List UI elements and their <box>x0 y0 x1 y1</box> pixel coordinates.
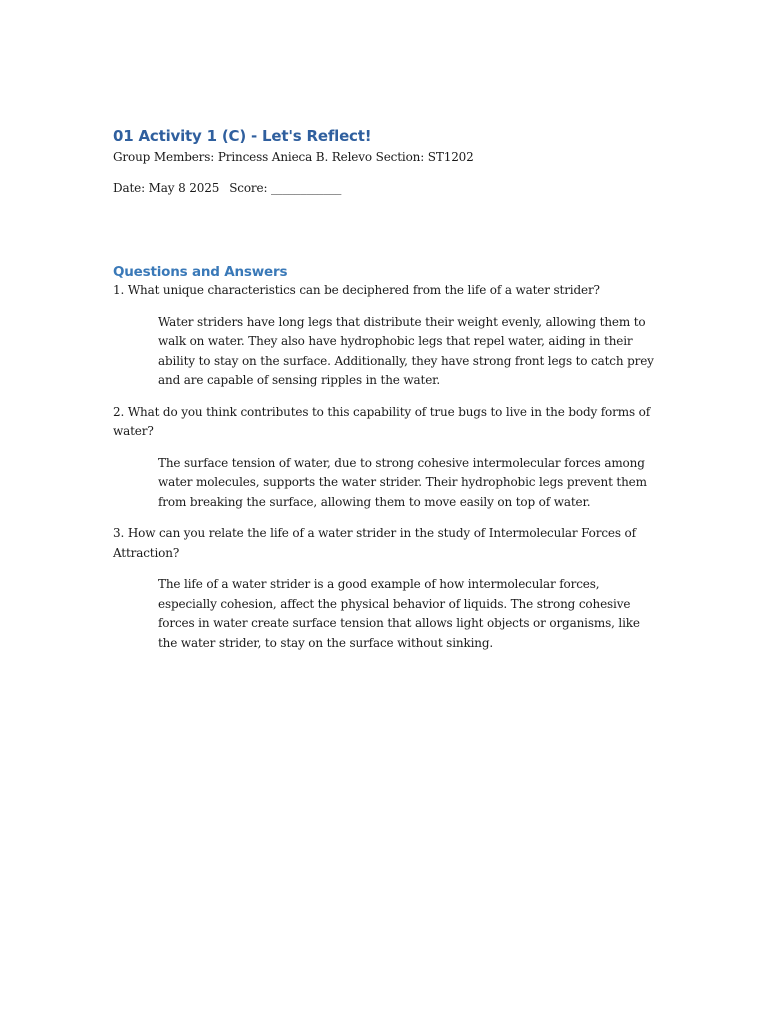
date-label: Date: May 8 2025 <box>113 181 220 195</box>
answer-1: Water striders have long legs that distribute their weight evenly, allowing them to walk on water. They also have hydrophobic legs that repel water, aiding in their ability to stay on the surface. Additionally, they have strong front legs to catch prey and are capable of sensing ripples in the water. <box>158 314 654 387</box>
group-members-line: Group Members: Princess Anieca B. Relevo Section: ST1202 <box>113 150 474 164</box>
section-heading: Questions and Answers <box>113 264 288 280</box>
question-3: 3. How can you relate the life of a water strider in the study of Intermolecular Forces of Attraction? <box>113 526 636 560</box>
qa-item <box>113 524 658 653</box>
qa-list <box>113 281 658 665</box>
date-score-line <box>113 179 658 198</box>
question-2: 2. What do you think contributes to this capability of true bugs to live in the body forms of water? <box>113 404 650 438</box>
answer-3: The life of a water strider is a good example of how intermolecular forces, especially cohesion, affect the physical behavior of liquids. The strong cohesive forces in water create surface tension that allows light objects or organisms, like the water strider, to stay on the surface without sinking. <box>158 577 640 650</box>
qa-item <box>113 281 658 391</box>
answer-2: The surface tension of water, due to strong cohesive intermolecular forces among water molecules, supports the water strider. Their hydrophobic legs prevent them from breaking the surface, allowing them to move easily on top of water. <box>158 455 647 509</box>
qa-item <box>113 403 658 513</box>
question-1: 1. What unique characteristics can be deciphered from the life of a water strider? <box>113 283 600 297</box>
document-page <box>113 124 658 650</box>
score-label: Score: ____________ <box>229 181 342 195</box>
document-title: 01 Activity 1 (C) - Let's Reflect! <box>113 127 372 145</box>
